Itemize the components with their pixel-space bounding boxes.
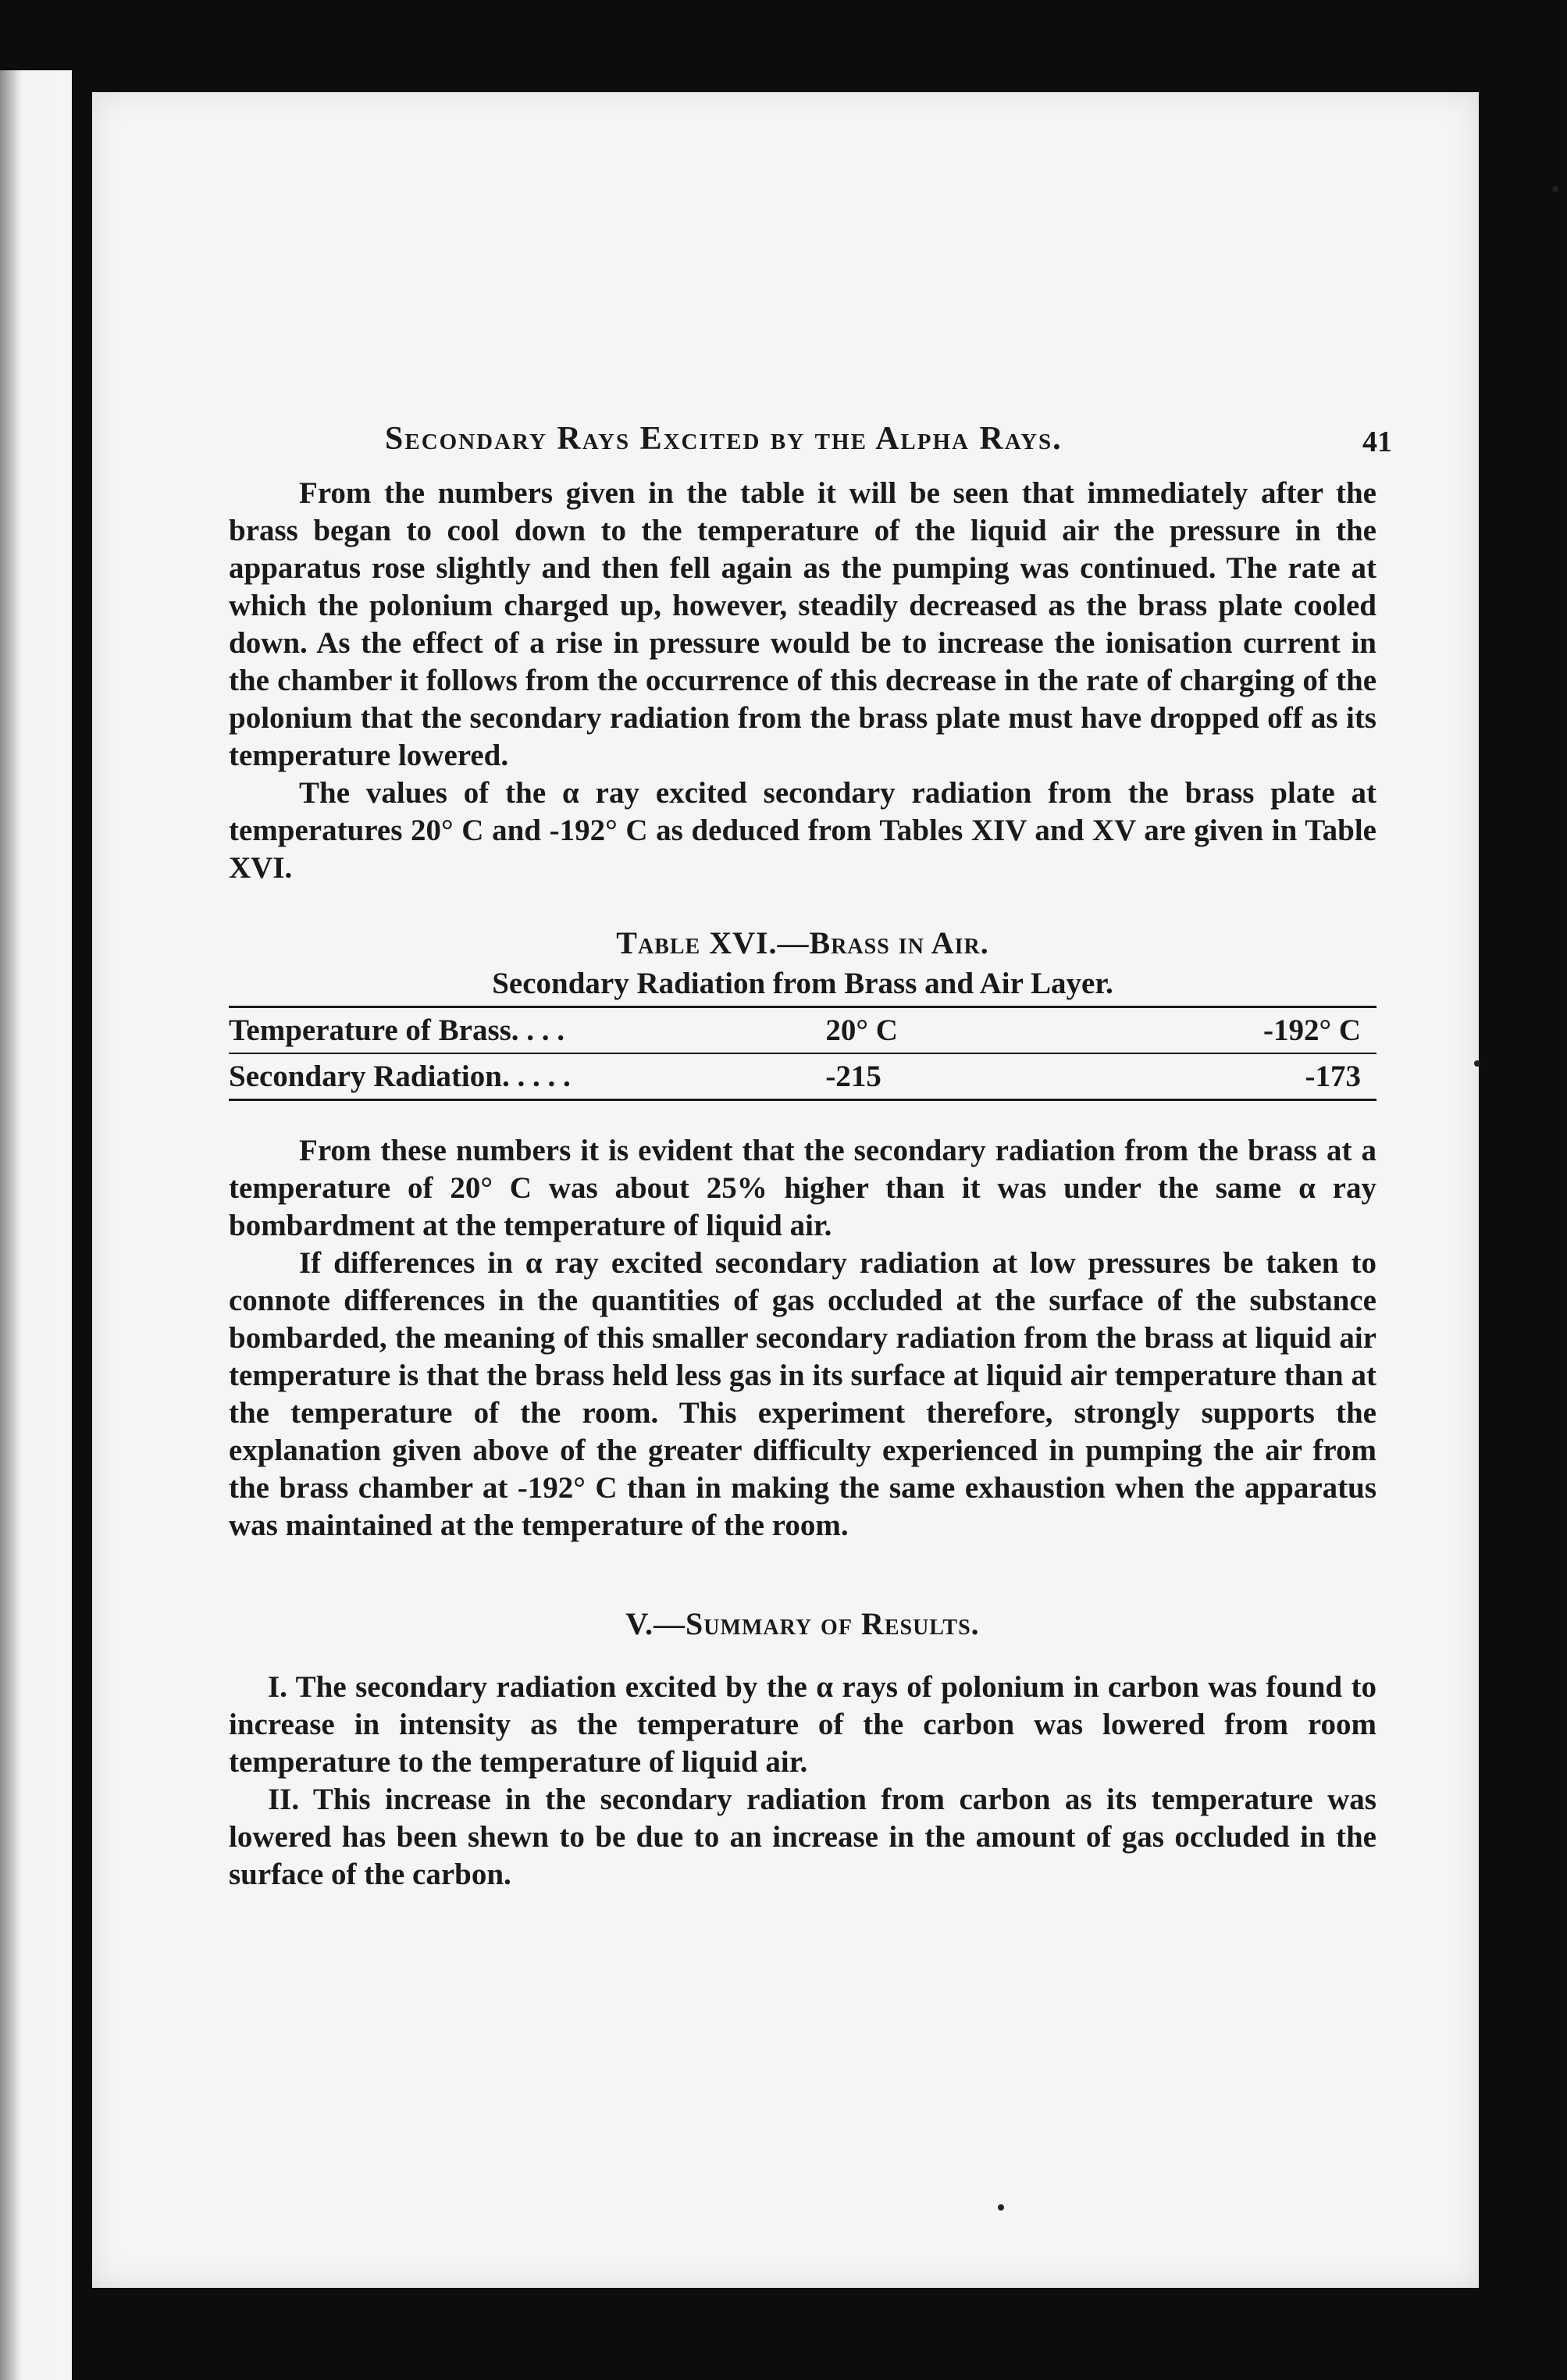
running-head — [229, 420, 1392, 475]
data-table — [229, 1006, 1376, 1101]
page-number: 41 — [1362, 426, 1392, 458]
scan-speck — [1474, 1060, 1480, 1067]
table-row — [229, 1007, 1376, 1054]
table-cell: -215 — [825, 1053, 1101, 1100]
previous-page-edge — [0, 70, 72, 2380]
summary-list — [229, 1669, 1376, 1894]
paragraph-1: From the numbers given in the table it will be seen that immediately after the brass began to cool down to the temperature of the liquid air the pressure in the apparatus rose slightly and then fell again as the pumping was continued. The rate at which the polonium charged up, however, steadily decreased as the brass plate cooled down. As the effect of a rise in pressure would be to increase the ionisation current in the chamber it follows from the occurrence of this decrease in the rate of charging of the polonium that the secondary radiation from the brass plate must have dropped off as its temperature lowered. — [229, 476, 1376, 772]
paragraph-4: If differences in α ray excited secondary radiation at low pressures be taken to connote differences in the quantities of gas occluded at the surface of the substance bombarded, the meaning of this smaller secondary radiation from the brass at liquid air temperature is that the brass held less gas in its surface at liquid air temperature than at the temperature of the room. This experiment therefore, strongly supports the explanation given above of the greater difficulty experienced in pumping the air from the brass chamber at -192° C than in making the same exhaustion when the apparatus was maintained at the temperature of the room. — [229, 1246, 1376, 1542]
table-row — [229, 1053, 1376, 1100]
table-cell: -192° C — [1101, 1007, 1376, 1054]
summary-item: I. The secondary radiation excited by the α rays of polonium in carbon was found to increase in intensity as the temperature of the carbon was lowered from room temperature to the temperature of liquid air. — [229, 1670, 1376, 1779]
table-cell: 20° C — [825, 1007, 1101, 1054]
table-title: Table XVI.—Brass in Air. — [616, 925, 989, 960]
table-cell: -173 — [1101, 1053, 1376, 1100]
table-cell: Temperature of Brass. . . . — [229, 1007, 825, 1054]
table-cell: Secondary Radiation. . . . . — [229, 1053, 825, 1100]
summary-item: II. This increase in the secondary radiation from carbon as its temperature was lowered has been shewn to be due to an increase in the amount of gas occluded in the surface of the carbon. — [229, 1783, 1376, 1891]
book-page — [92, 92, 1479, 2288]
paragraph-2: The values of the α ray excited secondary radiation from the brass plate at temperatures 20° C and -192° C as deduced from Tables XIV and XV are given in Table XVI. — [229, 776, 1376, 885]
paragraph-3: From these numbers it is evident that the secondary radiation from the brass at a temperature of 20° C was about 25% higher than it was under the same α ray bombardment at the temperature of liquid air. — [229, 1134, 1376, 1242]
page-content — [229, 326, 1392, 1894]
table-subtitle: Secondary Radiation from Brass and Air Layer. — [492, 967, 1113, 1000]
running-title: Secondary Rays Excited by the Alpha Rays. — [385, 421, 1063, 457]
section-heading: V.—Summary of Results. — [625, 1606, 980, 1641]
scan-speck — [998, 2204, 1004, 2211]
scan-speck — [1552, 186, 1558, 192]
